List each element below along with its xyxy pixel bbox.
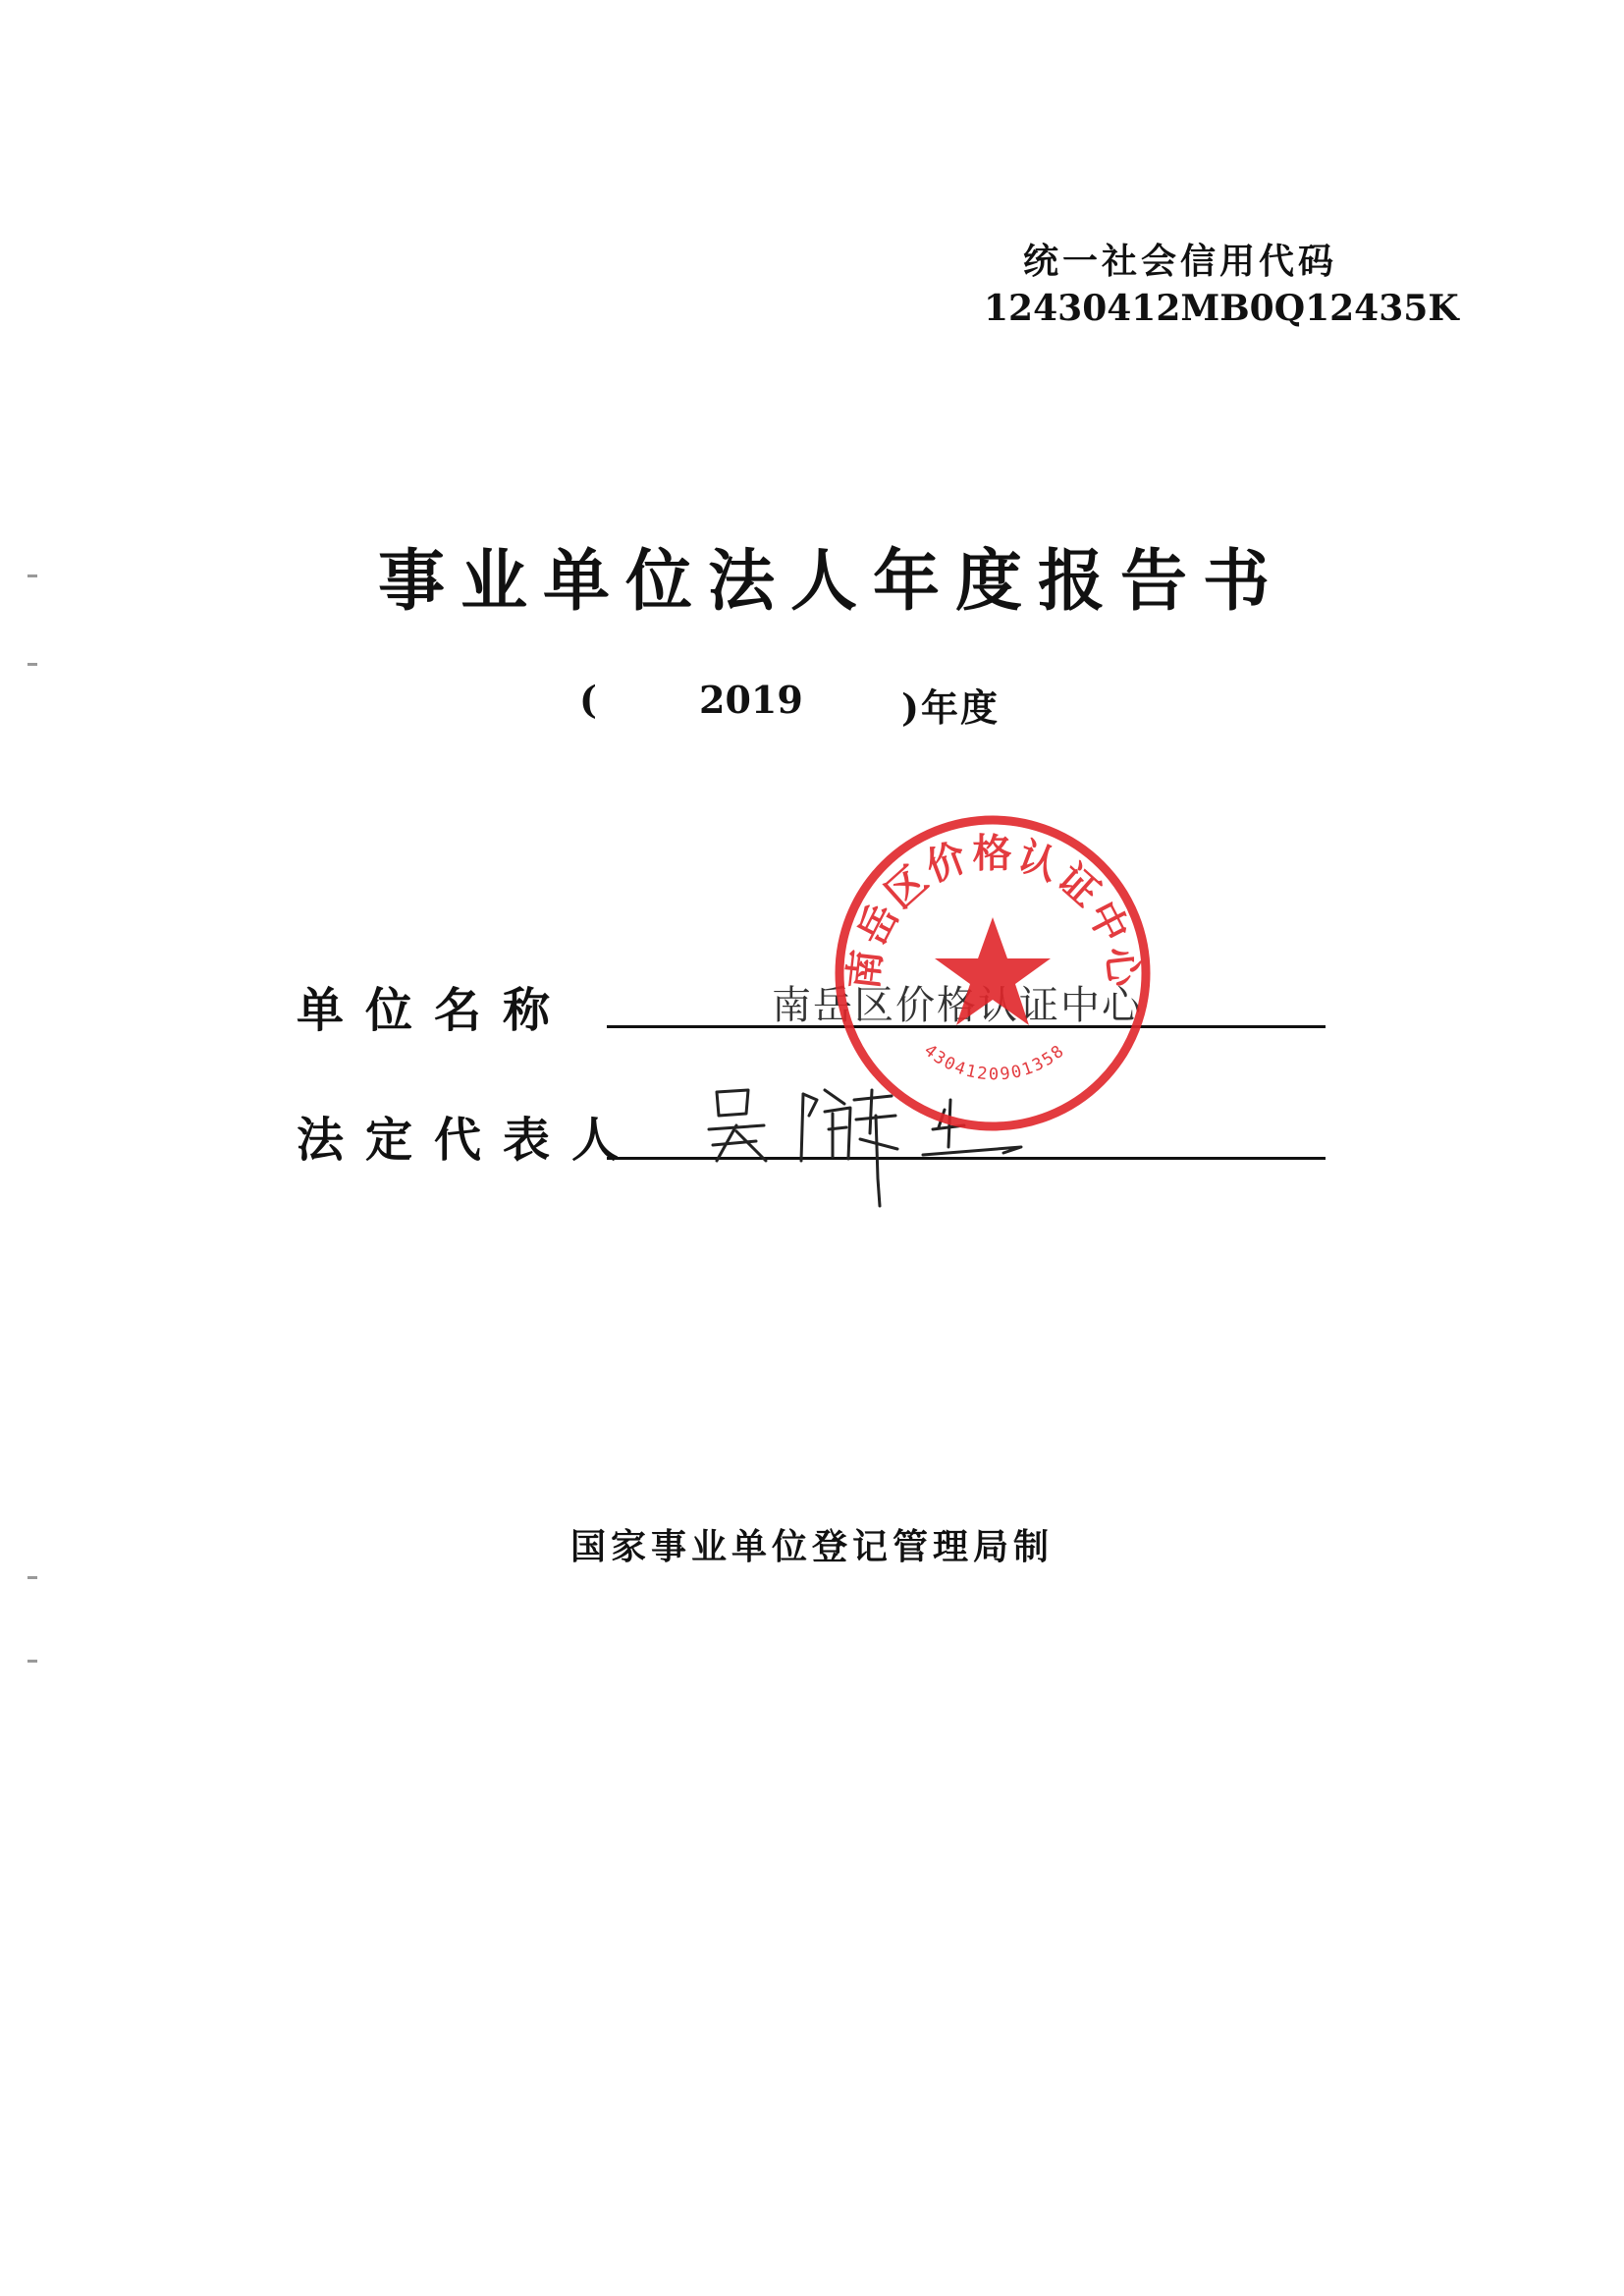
legal-rep-label: 法定代表人 [297, 1113, 641, 1168]
unit-name-label: 单位名称 [297, 983, 572, 1038]
year-suffix: )年度 [901, 685, 1000, 730]
report-year: 2019 [699, 678, 803, 722]
seal-number: 4304120901358 [920, 1040, 1069, 1085]
issuer-footer: 国家事业单位登记管理局制 [569, 1526, 1054, 1567]
seal-star-icon [935, 917, 1051, 1025]
unit-name-value: 南岳区价格认证中心 [772, 983, 1143, 1028]
credit-code-value: 12430412MB0Q12435K [984, 288, 1459, 329]
year-open-paren: ( [579, 678, 597, 722]
seal-text: 南岳区价格认证中心 [840, 831, 1147, 992]
scan-artifact [27, 1660, 37, 1663]
official-seal [831, 811, 1155, 1135]
svg-text:4304120901358 [920, 1041, 1069, 1085]
document-title: 事业单位法人年度报告书 [377, 543, 1285, 621]
credit-code-label: 统一社会信用代码 [1023, 241, 1338, 282]
scan-artifact [27, 574, 37, 577]
scan-artifact [27, 1576, 37, 1579]
scan-artifact [27, 663, 37, 666]
